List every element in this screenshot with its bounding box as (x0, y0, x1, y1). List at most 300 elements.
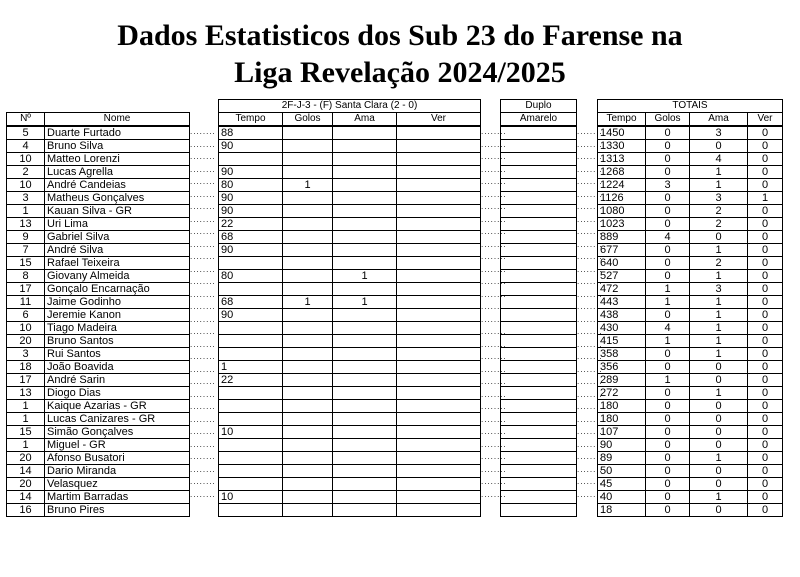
total-ver: 0 (748, 504, 783, 517)
match-golos (283, 166, 333, 179)
table-row (7, 296, 190, 309)
table-row (219, 126, 481, 140)
total-tempo: 1023 (598, 218, 646, 231)
dotted-leader-2: ........ ........ ........ ........ ........ ........ ........ ........ ........ ........ ........ ........ ........ ........ ........ ........ ........ ........ ........ ........ ........ ........ ........ ........ ........ ........ ........ ........ ........ ........ (481, 127, 507, 499)
total-golos: 0 (646, 413, 690, 426)
total-tempo: 472 (598, 283, 646, 296)
table-row (219, 426, 481, 439)
table-row (7, 322, 190, 335)
player-name: Martim Barradas (45, 491, 190, 504)
match-golos (283, 361, 333, 374)
table-row (501, 452, 577, 465)
match-ver (397, 504, 481, 517)
match-golos (283, 491, 333, 504)
total-ama: 1 (690, 244, 748, 257)
table-row (598, 126, 783, 140)
total-tempo: 107 (598, 426, 646, 439)
table-row (219, 309, 481, 322)
match-tempo (219, 387, 283, 400)
match-ver (397, 309, 481, 322)
player-number: 9 (7, 231, 45, 244)
player-number: 16 (7, 504, 45, 517)
table-row (7, 348, 190, 361)
col-header-num: Nº (7, 113, 45, 127)
match-ama (333, 335, 397, 348)
player-name: Miguel - GR (45, 439, 190, 452)
match-tempo (219, 348, 283, 361)
table-row (219, 270, 481, 283)
total-golos: 1 (646, 296, 690, 309)
match-tempo: 22 (219, 374, 283, 387)
total-ver: 0 (748, 387, 783, 400)
match-golos: 1 (283, 179, 333, 192)
table-row (598, 244, 783, 257)
total-ama: 0 (690, 231, 748, 244)
match-ver (397, 452, 481, 465)
tot-header-golos: Golos (646, 113, 690, 127)
duplo-amarelo-cell (501, 179, 577, 192)
duplo-amarelo-cell (501, 439, 577, 452)
match-tempo: 22 (219, 218, 283, 231)
players-table (6, 99, 190, 517)
player-number: 10 (7, 322, 45, 335)
table-row (7, 400, 190, 413)
player-name: André Candeias (45, 179, 190, 192)
table-row (7, 166, 190, 179)
player-number: 14 (7, 491, 45, 504)
duplo-amarelo-cell (501, 504, 577, 517)
match-tempo (219, 400, 283, 413)
player-number: 18 (7, 361, 45, 374)
match-golos (283, 322, 333, 335)
table-row (501, 283, 577, 296)
table-row (501, 309, 577, 322)
total-ver: 0 (748, 270, 783, 283)
duplo-amarelo-cell (501, 296, 577, 309)
table-row (598, 465, 783, 478)
match-ver (397, 465, 481, 478)
total-ver: 0 (748, 335, 783, 348)
table-row (598, 400, 783, 413)
total-tempo: 289 (598, 374, 646, 387)
match-tempo: 10 (219, 491, 283, 504)
table-row (501, 218, 577, 231)
dotted-leader-1: ........ ........ ........ ........ ........ ........ ........ ........ ........ ........ ........ ........ ........ ........ ........ ........ ........ ........ ........ ........ ........ ........ ........ ........ ........ ........ ........ ........ ........ ........ (190, 127, 216, 499)
match-table (218, 99, 481, 517)
table-row (7, 270, 190, 283)
match-golos (283, 400, 333, 413)
player-name: Duarte Furtado (45, 126, 190, 140)
total-ver: 0 (748, 426, 783, 439)
total-ama: 0 (690, 439, 748, 452)
match-ama (333, 140, 397, 153)
player-name: Kauan Silva - GR (45, 205, 190, 218)
total-ver: 0 (748, 465, 783, 478)
total-ama: 0 (690, 361, 748, 374)
table-row (501, 322, 577, 335)
table-row (219, 413, 481, 426)
table-row (219, 296, 481, 309)
total-ama: 1 (690, 309, 748, 322)
duplo-amarelo-cell (501, 192, 577, 205)
match-ver (397, 140, 481, 153)
table-row (598, 504, 783, 517)
table-row (7, 387, 190, 400)
player-name: Jaime Godinho (45, 296, 190, 309)
match-ama (333, 218, 397, 231)
total-ver: 0 (748, 374, 783, 387)
total-ver: 0 (748, 361, 783, 374)
match-title: 2F-J-3 - (F) Santa Clara (2 - 0) (219, 100, 481, 113)
player-name: Diogo Dias (45, 387, 190, 400)
table-row (501, 270, 577, 283)
duplo-header-line2: Amarelo (501, 113, 577, 127)
table-row (598, 426, 783, 439)
table-row (219, 140, 481, 153)
match-ver (397, 231, 481, 244)
match-ama (333, 192, 397, 205)
table-row (501, 374, 577, 387)
table-row (598, 348, 783, 361)
match-ama (333, 309, 397, 322)
duplo-amarelo-cell (501, 452, 577, 465)
total-golos: 0 (646, 348, 690, 361)
total-tempo: 1268 (598, 166, 646, 179)
total-tempo: 40 (598, 491, 646, 504)
duplo-amarelo-cell (501, 361, 577, 374)
match-tempo (219, 504, 283, 517)
player-number: 20 (7, 478, 45, 491)
table-row (7, 361, 190, 374)
match-ver (397, 426, 481, 439)
player-name: Velasquez (45, 478, 190, 491)
table-row (7, 335, 190, 348)
player-number: 17 (7, 283, 45, 296)
match-tempo (219, 257, 283, 270)
duplo-header-line1: Duplo (501, 100, 577, 113)
total-ver: 0 (748, 296, 783, 309)
duplo-amarelo-cell (501, 153, 577, 166)
table-row (501, 426, 577, 439)
duplo-amarelo-cell (501, 426, 577, 439)
total-tempo: 180 (598, 413, 646, 426)
match-golos (283, 126, 333, 140)
total-golos: 0 (646, 153, 690, 166)
table-row (7, 205, 190, 218)
table-row (598, 452, 783, 465)
player-number: 1 (7, 439, 45, 452)
duplo-amarelo-cell (501, 413, 577, 426)
duplo-amarelo-cell (501, 400, 577, 413)
page-title-line2: Liga Revelação 2024/2025 (234, 56, 566, 89)
match-tempo: 88 (219, 126, 283, 140)
match-ama (333, 283, 397, 296)
table-row (598, 361, 783, 374)
match-ama (333, 322, 397, 335)
match-ver (397, 218, 481, 231)
total-tempo: 18 (598, 504, 646, 517)
col-header-ama: Ama (333, 113, 397, 127)
match-ver (397, 296, 481, 309)
match-tempo: 68 (219, 296, 283, 309)
table-row (598, 257, 783, 270)
total-ama: 3 (690, 192, 748, 205)
total-ama: 0 (690, 400, 748, 413)
player-name: Rafael Teixeira (45, 257, 190, 270)
table-row (598, 322, 783, 335)
table-row (598, 270, 783, 283)
table-row (219, 322, 481, 335)
player-number: 17 (7, 374, 45, 387)
table-row (501, 205, 577, 218)
total-golos: 1 (646, 335, 690, 348)
duplo-amarelo-cell (501, 140, 577, 153)
total-ver: 0 (748, 309, 783, 322)
match-tempo (219, 413, 283, 426)
duplo-amarelo-cell (501, 244, 577, 257)
duplo-amarelo-cell (501, 491, 577, 504)
duplo-amarelo-cell (501, 309, 577, 322)
match-ver (397, 205, 481, 218)
tot-header-ver: Ver (748, 113, 783, 127)
match-ver (397, 413, 481, 426)
player-name: Giovany Almeida (45, 270, 190, 283)
table-row (501, 465, 577, 478)
total-ver: 0 (748, 126, 783, 140)
player-name: Matteo Lorenzi (45, 153, 190, 166)
player-name: André Sarin (45, 374, 190, 387)
player-name: Rui Santos (45, 348, 190, 361)
total-ver: 1 (748, 192, 783, 205)
table-row (219, 231, 481, 244)
total-ama: 2 (690, 205, 748, 218)
total-tempo: 640 (598, 257, 646, 270)
match-tempo: 90 (219, 309, 283, 322)
match-tempo: 90 (219, 244, 283, 257)
total-tempo: 180 (598, 400, 646, 413)
total-ama: 1 (690, 270, 748, 283)
match-ama (333, 153, 397, 166)
player-name: Lucas Canizares - GR (45, 413, 190, 426)
player-name: Dario Miranda (45, 465, 190, 478)
total-ver: 0 (748, 413, 783, 426)
total-ama: 0 (690, 478, 748, 491)
total-ama: 2 (690, 218, 748, 231)
table-row (7, 426, 190, 439)
duplo-amarelo-cell (501, 166, 577, 179)
player-number: 13 (7, 387, 45, 400)
match-ver (397, 400, 481, 413)
match-ama: 1 (333, 270, 397, 283)
match-golos (283, 244, 333, 257)
table-row (598, 231, 783, 244)
table-row (501, 257, 577, 270)
page-title-line1: Dados Estatisticos dos Sub 23 do Farense na (117, 19, 683, 52)
total-ver: 0 (748, 205, 783, 218)
match-golos (283, 140, 333, 153)
match-ama (333, 374, 397, 387)
table-row (501, 231, 577, 244)
table-row (219, 257, 481, 270)
player-name: João Boavida (45, 361, 190, 374)
total-golos: 0 (646, 465, 690, 478)
match-ver (397, 374, 481, 387)
table-row (219, 504, 481, 517)
total-golos: 0 (646, 192, 690, 205)
table-row (598, 309, 783, 322)
total-ver: 0 (748, 439, 783, 452)
match-golos (283, 478, 333, 491)
total-golos: 0 (646, 270, 690, 283)
table-row (7, 140, 190, 153)
table-row (501, 413, 577, 426)
total-tempo: 889 (598, 231, 646, 244)
table-row (598, 153, 783, 166)
total-ver: 0 (748, 491, 783, 504)
total-tempo: 89 (598, 452, 646, 465)
match-ama (333, 179, 397, 192)
player-number: 10 (7, 179, 45, 192)
duplo-amarelo-cell (501, 478, 577, 491)
duplo-amarelo-cell (501, 465, 577, 478)
total-golos: 0 (646, 426, 690, 439)
match-ama (333, 387, 397, 400)
player-name: Kaique Azarias - GR (45, 400, 190, 413)
table-row (219, 387, 481, 400)
table-row (219, 153, 481, 166)
match-tempo (219, 322, 283, 335)
duplo-amarelo-table (500, 99, 577, 517)
table-row (219, 478, 481, 491)
player-number: 2 (7, 166, 45, 179)
total-ama: 0 (690, 426, 748, 439)
table-row (7, 491, 190, 504)
table-row (598, 296, 783, 309)
table-row (219, 166, 481, 179)
total-ama: 1 (690, 452, 748, 465)
total-tempo: 1330 (598, 140, 646, 153)
match-tempo (219, 283, 283, 296)
match-ama (333, 257, 397, 270)
match-ver (397, 166, 481, 179)
match-tempo (219, 452, 283, 465)
table-row (7, 465, 190, 478)
total-tempo: 358 (598, 348, 646, 361)
table-row (219, 452, 481, 465)
match-ver (397, 335, 481, 348)
player-name: Bruno Santos (45, 335, 190, 348)
match-tempo: 80 (219, 270, 283, 283)
total-tempo: 677 (598, 244, 646, 257)
total-golos: 0 (646, 439, 690, 452)
total-tempo: 443 (598, 296, 646, 309)
player-number: 1 (7, 413, 45, 426)
table-row (7, 374, 190, 387)
total-tempo: 1313 (598, 153, 646, 166)
table-row (501, 335, 577, 348)
match-tempo: 80 (219, 179, 283, 192)
col-header-tempo: Tempo (219, 113, 283, 127)
tot-header-tempo: Tempo (598, 113, 646, 127)
match-tempo (219, 335, 283, 348)
player-number: 10 (7, 153, 45, 166)
duplo-amarelo-cell (501, 335, 577, 348)
table-row (501, 387, 577, 400)
table-row (501, 192, 577, 205)
total-golos: 3 (646, 179, 690, 192)
total-tempo: 356 (598, 361, 646, 374)
match-tempo (219, 465, 283, 478)
total-golos: 0 (646, 140, 690, 153)
total-tempo: 50 (598, 465, 646, 478)
table-row (598, 179, 783, 192)
duplo-amarelo-cell (501, 218, 577, 231)
table-row (501, 361, 577, 374)
total-ama: 1 (690, 348, 748, 361)
duplo-amarelo-cell (501, 283, 577, 296)
player-name: Bruno Silva (45, 140, 190, 153)
duplo-amarelo-cell (501, 374, 577, 387)
table-row (501, 296, 577, 309)
total-golos: 0 (646, 244, 690, 257)
table-row (219, 400, 481, 413)
duplo-amarelo-cell (501, 270, 577, 283)
total-golos: 0 (646, 478, 690, 491)
match-golos (283, 452, 333, 465)
match-ver (397, 439, 481, 452)
table-row (598, 283, 783, 296)
total-ama: 1 (690, 296, 748, 309)
total-tempo: 430 (598, 322, 646, 335)
match-ver (397, 192, 481, 205)
table-row (501, 348, 577, 361)
total-ver: 0 (748, 400, 783, 413)
match-golos (283, 309, 333, 322)
table-row (7, 504, 190, 517)
match-ama (333, 491, 397, 504)
player-number: 8 (7, 270, 45, 283)
table-row (598, 478, 783, 491)
player-number: 20 (7, 335, 45, 348)
match-ama (333, 231, 397, 244)
duplo-amarelo-cell (501, 231, 577, 244)
player-number: 14 (7, 465, 45, 478)
duplo-amarelo-cell (501, 126, 577, 140)
player-number: 1 (7, 205, 45, 218)
match-ver (397, 348, 481, 361)
match-tempo: 90 (219, 205, 283, 218)
match-ama (333, 126, 397, 140)
table-row (7, 283, 190, 296)
match-golos: 1 (283, 296, 333, 309)
total-ama: 3 (690, 126, 748, 140)
match-tempo: 10 (219, 426, 283, 439)
table-row (219, 205, 481, 218)
total-ver: 0 (748, 179, 783, 192)
table-row (7, 452, 190, 465)
total-tempo: 438 (598, 309, 646, 322)
table-row (598, 387, 783, 400)
match-ver (397, 361, 481, 374)
total-tempo: 527 (598, 270, 646, 283)
player-name: Jeremie Kanon (45, 309, 190, 322)
table-row (7, 309, 190, 322)
match-tempo (219, 153, 283, 166)
table-row (501, 478, 577, 491)
player-name: Matheus Gonçalves (45, 192, 190, 205)
total-ver: 0 (748, 140, 783, 153)
match-golos (283, 387, 333, 400)
